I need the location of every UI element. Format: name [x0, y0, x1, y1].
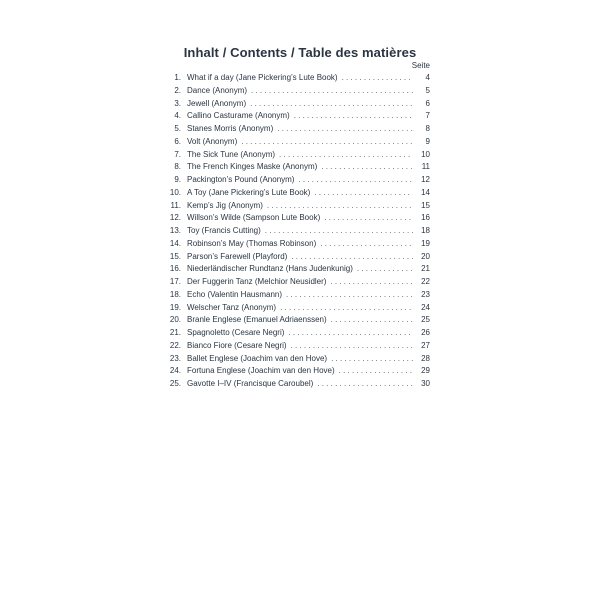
- toc-entry: [168, 251, 430, 264]
- dot-leader: [357, 263, 413, 276]
- toc-entry-page: 9: [425, 136, 430, 146]
- toc-entry-page: 29: [421, 366, 430, 376]
- toc-entry-title: Kemp’s Jig (Anonym): [187, 200, 263, 210]
- table-of-contents: [168, 60, 430, 391]
- toc-entry-number: 12.: [169, 213, 181, 223]
- toc-entry-title: Der Fuggerin Tanz (Melchior Neusidler): [187, 277, 327, 286]
- dot-leader: [267, 200, 413, 213]
- toc-entry-page: 18: [421, 226, 430, 235]
- toc-entry-page: 6: [425, 98, 430, 108]
- toc-entry-number: 25.: [169, 379, 181, 388]
- toc-entry: [168, 136, 430, 149]
- toc-entry: [168, 85, 430, 98]
- dot-leader: [277, 123, 413, 136]
- toc-entry-page: 4: [425, 73, 430, 82]
- toc-entry-title: What if a day (Jane Pickering’s Lute Book): [187, 73, 338, 82]
- toc-entry-page: 10: [421, 149, 430, 159]
- toc-entry-number: 9.: [174, 175, 181, 184]
- page-column-header: Seite: [411, 61, 430, 70]
- toc-entry-number: 16.: [169, 264, 181, 274]
- toc-entry-title: Jewell (Anonym): [187, 98, 247, 108]
- toc-entry-page: 21: [421, 264, 430, 274]
- toc-entry-number: 13.: [169, 226, 181, 235]
- toc-entry: [168, 200, 430, 213]
- dot-leader: [298, 174, 413, 187]
- toc-entry-page: 16: [421, 213, 430, 223]
- toc-entry-title: Gavotte I–IV (Francisque Caroubel): [187, 379, 314, 388]
- dot-leader: [321, 161, 413, 174]
- toc-entry-number: 15.: [169, 251, 181, 261]
- toc-entry-page: 20: [421, 251, 430, 261]
- toc-entry-title: Ballet Englese (Joachim van den Hove): [187, 353, 328, 363]
- toc-entry: [168, 314, 430, 327]
- toc-list: [168, 72, 430, 391]
- toc-entry-number: 6.: [174, 136, 181, 146]
- toc-entry-title: Stanes Morris (Anonym): [187, 124, 274, 133]
- dot-leader: [320, 238, 413, 251]
- toc-entry: [168, 276, 430, 289]
- toc-entry-number: 24.: [169, 366, 181, 376]
- dot-leader: [251, 85, 413, 98]
- toc-entry-page: 27: [421, 340, 430, 350]
- dot-leader: [339, 365, 413, 378]
- toc-entry-title: A Toy (Jane Pickering’s Lute Book): [187, 187, 311, 197]
- toc-entry-number: 5.: [174, 124, 181, 133]
- dot-leader: [288, 327, 413, 340]
- toc-entry-number: 10.: [169, 187, 181, 197]
- toc-entry-title: The Sick Tune (Anonym): [187, 149, 276, 159]
- toc-entry-title: Parson’s Farewell (Playford): [187, 251, 288, 261]
- toc-entry-number: 11.: [170, 200, 181, 210]
- toc-entry-title: The French Kinges Maske (Anonym): [187, 162, 318, 172]
- toc-entry-page: 24: [421, 302, 430, 312]
- dot-leader: [291, 251, 413, 264]
- toc-entry: [168, 98, 430, 111]
- toc-entry-page: 7: [425, 111, 430, 121]
- toc-entry-number: 21.: [169, 328, 181, 337]
- toc-entry-title: Spagnoletto (Cesare Negri): [187, 328, 285, 337]
- toc-entry-number: 19.: [169, 302, 181, 312]
- toc-entry-page: 30: [421, 379, 430, 388]
- toc-entry: [168, 365, 430, 378]
- toc-entry-title: Packington’s Pound (Anonym): [187, 175, 295, 184]
- dot-leader: [314, 187, 413, 200]
- toc-entry-title: Volt (Anonym): [187, 136, 238, 146]
- toc-entry: [168, 161, 430, 174]
- toc-entry: [168, 289, 430, 302]
- dot-leader: [331, 314, 413, 327]
- toc-entry-number: 4.: [174, 111, 181, 121]
- toc-entry-number: 22.: [169, 340, 181, 350]
- toc-entry-number: 18.: [169, 289, 181, 299]
- toc-entry-number: 14.: [169, 238, 181, 248]
- toc-entry-page: 19: [421, 238, 430, 248]
- dot-leader: [324, 212, 413, 225]
- toc-entry-page: 26: [421, 328, 430, 337]
- toc-entry-number: 7.: [174, 149, 181, 159]
- toc-entry-page: 25: [421, 315, 430, 325]
- dot-leader: [279, 149, 413, 162]
- toc-entry-number: 3.: [174, 98, 181, 108]
- toc-entry-title: Dance (Anonym): [187, 85, 248, 95]
- toc-entry-title: Bianco Fiore (Cesare Negri): [187, 340, 287, 350]
- dot-leader: [291, 340, 413, 353]
- dot-leader: [250, 98, 413, 111]
- toc-entry-number: 20.: [169, 315, 181, 325]
- toc-entry-page: 28: [421, 353, 430, 363]
- toc-entry-page: 11: [421, 162, 430, 172]
- dot-leader: [317, 378, 413, 391]
- dot-leader: [280, 302, 413, 315]
- toc-entry: [168, 238, 430, 251]
- toc-entry-number: 23.: [169, 353, 181, 363]
- toc-entry-title: Toy (Francis Cutting): [187, 226, 261, 235]
- page-title: Inhalt / Contents / Table des matières: [183, 44, 417, 60]
- toc-entry-page: 8: [425, 124, 430, 133]
- toc-entry: [168, 263, 430, 276]
- toc-entry-page: 14: [421, 187, 430, 197]
- dot-leader: [294, 110, 413, 123]
- toc-entry-number: 2.: [174, 85, 181, 95]
- toc-entry-title: Welscher Tanz (Anonym): [187, 302, 277, 312]
- dot-leader: [342, 72, 413, 85]
- toc-entry-page: 22: [421, 277, 430, 286]
- toc-entry: [168, 187, 430, 200]
- dot-leader: [331, 353, 413, 366]
- toc-entry: [168, 72, 430, 85]
- toc-entry-page: 5: [425, 85, 430, 95]
- toc-entry: [168, 123, 430, 136]
- dot-leader: [265, 225, 413, 238]
- toc-entry: [168, 340, 430, 353]
- toc-entry: [168, 353, 430, 366]
- toc-entry-page: 12: [421, 175, 430, 184]
- toc-entry-title: Robinson’s May (Thomas Robinson): [187, 238, 317, 248]
- toc-entry-number: 17.: [169, 277, 181, 286]
- toc-entry-title: Fortuna Englese (Joachim van den Hove): [187, 366, 335, 376]
- toc-entry-title: Willson’s Wilde (Sampson Lute Book): [187, 213, 321, 223]
- toc-entry: [168, 110, 430, 123]
- toc-entry: [168, 302, 430, 315]
- toc-entry: [168, 225, 430, 238]
- toc-entry-title: Echo (Valentin Hausmann): [187, 289, 283, 299]
- toc-entry-title: Callino Casturame (Anonym): [187, 111, 290, 121]
- dot-leader: [241, 136, 413, 149]
- toc-entry-title: Branle Englese (Emanuel Adriaenssen): [187, 315, 327, 325]
- toc-entry: [168, 212, 430, 225]
- dot-leader: [330, 276, 413, 289]
- toc-entry-page: 15: [421, 200, 430, 210]
- toc-entry-number: 8.: [174, 162, 181, 172]
- toc-entry: [168, 378, 430, 391]
- toc-entry: [168, 327, 430, 340]
- toc-entry-title: Niederländischer Rundtanz (Hans Judenkunig): [187, 264, 353, 274]
- toc-entry: [168, 174, 430, 187]
- toc-entry-number: 1.: [174, 73, 181, 82]
- toc-entry: [168, 149, 430, 162]
- toc-entry-page: 23: [421, 289, 430, 299]
- dot-leader: [286, 289, 413, 302]
